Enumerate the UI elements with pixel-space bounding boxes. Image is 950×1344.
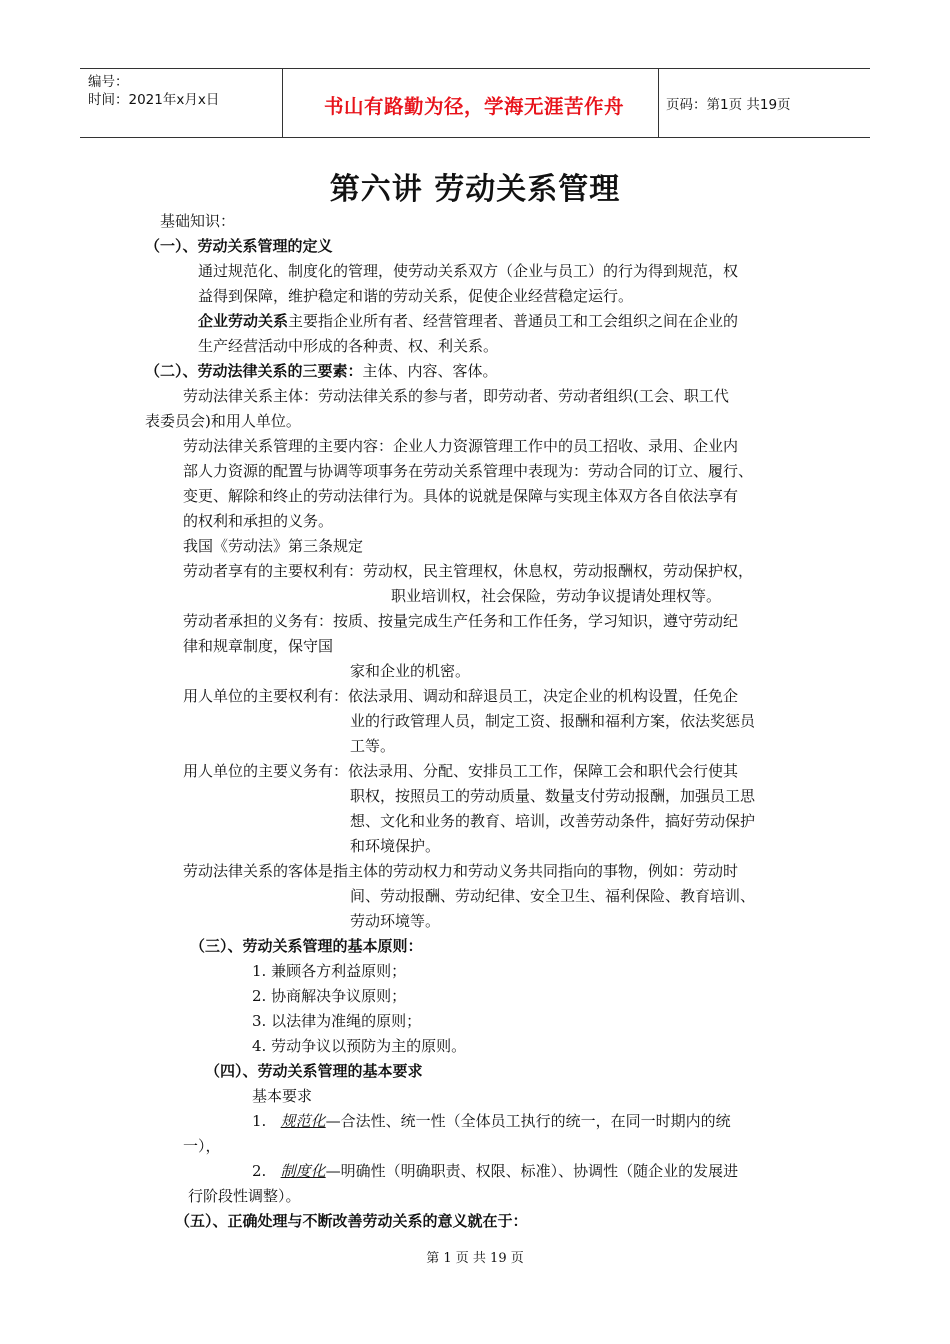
content-line2: 部人力资源的配置与协调等项事务在劳动关系管理中表现为：劳动合同的订立、履行、 — [183, 462, 754, 480]
section-1-para2-text: 主要指企业所有者、经营管理者、普通员工和工会组织之间在企业的 — [288, 312, 739, 330]
header-meta — [88, 73, 219, 109]
section-1-para1-line1: 通过规范化、制度化的管理，使劳动关系双方（企业与员工）的行为得到规范，权 — [198, 262, 739, 280]
content-line3: 变更、解除和终止的劳动法律行为。具体的说就是保障与实现主体双方各自依法享有 — [183, 487, 739, 505]
section-2-heading — [145, 361, 498, 381]
requirement-1-line1 — [252, 1111, 731, 1131]
header-page-info: 页码：第1页 共19页 — [666, 97, 791, 113]
employer-duties-line4: 和环境保护。 — [350, 837, 441, 855]
requirement-1-number: 1. — [252, 1112, 267, 1130]
requirement-2-keyword: 制度化 — [280, 1162, 326, 1180]
requirement-1-text: —合法性、统一性（全体员工执行的统一，在同一时期内的统 — [325, 1112, 731, 1130]
employer-duties-line1: 用人单位的主要义务有：依法录用、分配、安排员工工作，保障工会和职代会行使其 — [183, 762, 739, 780]
basic-knowledge-label: 基础知识： — [160, 212, 236, 230]
header-divider — [658, 69, 659, 137]
employer-duties-line2: 职权，按照员工的劳动质量、数量支付劳动报酬，加强员工思 — [350, 787, 756, 805]
section-1-para1-line2: 益得到保障，维护稳定和谐的劳动关系，促使企业经营稳定运行。 — [198, 287, 634, 305]
worker-rights-line1: 劳动者享有的主要权利有：劳动权，民主管理权，休息权，劳动报酬权，劳动保护权， — [183, 562, 754, 580]
header-divider — [282, 69, 283, 137]
section-1-heading: （一）、劳动关系管理的定义 — [145, 237, 333, 255]
page-title: 第六讲 劳动关系管理 — [329, 172, 621, 207]
employer-duties-line3: 想、文化和业务的教育、培训，改善劳动条件，搞好劳动保护 — [350, 812, 756, 830]
requirement-2-line2: 行阶段性调整）。 — [188, 1187, 301, 1205]
section-5-heading: （五）、正确处理与不断改善劳动关系的意义就在于： — [175, 1212, 528, 1230]
section-1-para2-line1 — [198, 311, 738, 331]
worker-duties-line1: 劳动者承担的义务有：按质、按量完成生产任务和工作任务，学习知识，遵守劳动纪 — [183, 612, 739, 630]
principle-item: 2. 协商解决争议原则； — [252, 987, 407, 1005]
requirement-2-number: 2. — [252, 1162, 267, 1180]
page-footer: 第 1 页 共 19 页 — [426, 1251, 524, 1266]
requirement-2-line1 — [252, 1161, 738, 1181]
principle-item: 1. 兼顾各方利益原则； — [252, 962, 407, 980]
basic-requirements-label: 基本要求 — [252, 1087, 313, 1105]
worker-duties-line2: 律和规章制度，保守国 — [183, 637, 334, 655]
principle-item: 3. 以法律为准绳的原则； — [252, 1012, 422, 1030]
object-line2: 间、劳动报酬、劳动纪律、安全卫生、福利保险、教育培训、 — [350, 887, 756, 905]
subject-line1: 劳动法律关系主体：劳动法律关系的参与者，即劳动者、劳动者组织(工会、职工代 — [183, 387, 729, 405]
employer-rights-line1: 用人单位的主要权利有：依法录用、调动和辞退员工，决定企业的机构设置，任免企 — [183, 687, 739, 705]
employer-rights-line3: 工等。 — [350, 737, 396, 755]
section-4-heading: （四）、劳动关系管理的基本要求 — [205, 1062, 423, 1080]
document-number-label: 编号： — [88, 74, 129, 90]
requirement-1-line2: 一）， — [183, 1137, 221, 1155]
section-3-heading: （三）、劳动关系管理的基本原则： — [190, 937, 423, 955]
section-1-para2-line2: 生产经营活动中形成的各种责、权、利关系。 — [198, 337, 499, 355]
subject-line2: 表委员会)和用人单位。 — [145, 412, 301, 430]
section-2-heading-tail: 主体、内容、客体。 — [362, 362, 498, 380]
worker-rights-line2: 职业培训权，社会保险，劳动争议提请处理权等。 — [391, 587, 722, 605]
content-line4: 的权利和承担的义务。 — [183, 512, 334, 530]
worker-duties-line3: 家和企业的机密。 — [350, 662, 471, 680]
object-line3: 劳动环境等。 — [350, 912, 441, 930]
document-time-label: 时间：2021年x月x日 — [88, 92, 220, 108]
enterprise-labor-relation-term: 企业劳动关系 — [198, 312, 289, 330]
section-2-heading-bold: （二）、劳动法律关系的三要素： — [145, 362, 363, 380]
header-motto: 书山有路勤为径，学海无涯苦作舟 — [323, 95, 624, 118]
employer-rights-line2: 业的行政管理人员，制定工资、报酬和福利方案，依法奖惩员 — [350, 712, 756, 730]
requirement-1-keyword: 规范化 — [280, 1112, 326, 1130]
principle-item: 4. 劳动争议以预防为主的原则。 — [252, 1037, 467, 1055]
labor-law-article: 我国《劳动法》第三条规定 — [183, 537, 364, 555]
requirement-2-text: —明确性（明确职责、权限、标准）、协调性（随企业的发展进 — [325, 1162, 739, 1180]
page-header-table — [80, 68, 870, 138]
object-line1: 劳动法律关系的客体是指主体的劳动权力和劳动义务共同指向的事物，例如：劳动时 — [183, 862, 739, 880]
content-line1: 劳动法律关系管理的主要内容：企业人力资源管理工作中的员工招收、录用、企业内 — [183, 437, 739, 455]
